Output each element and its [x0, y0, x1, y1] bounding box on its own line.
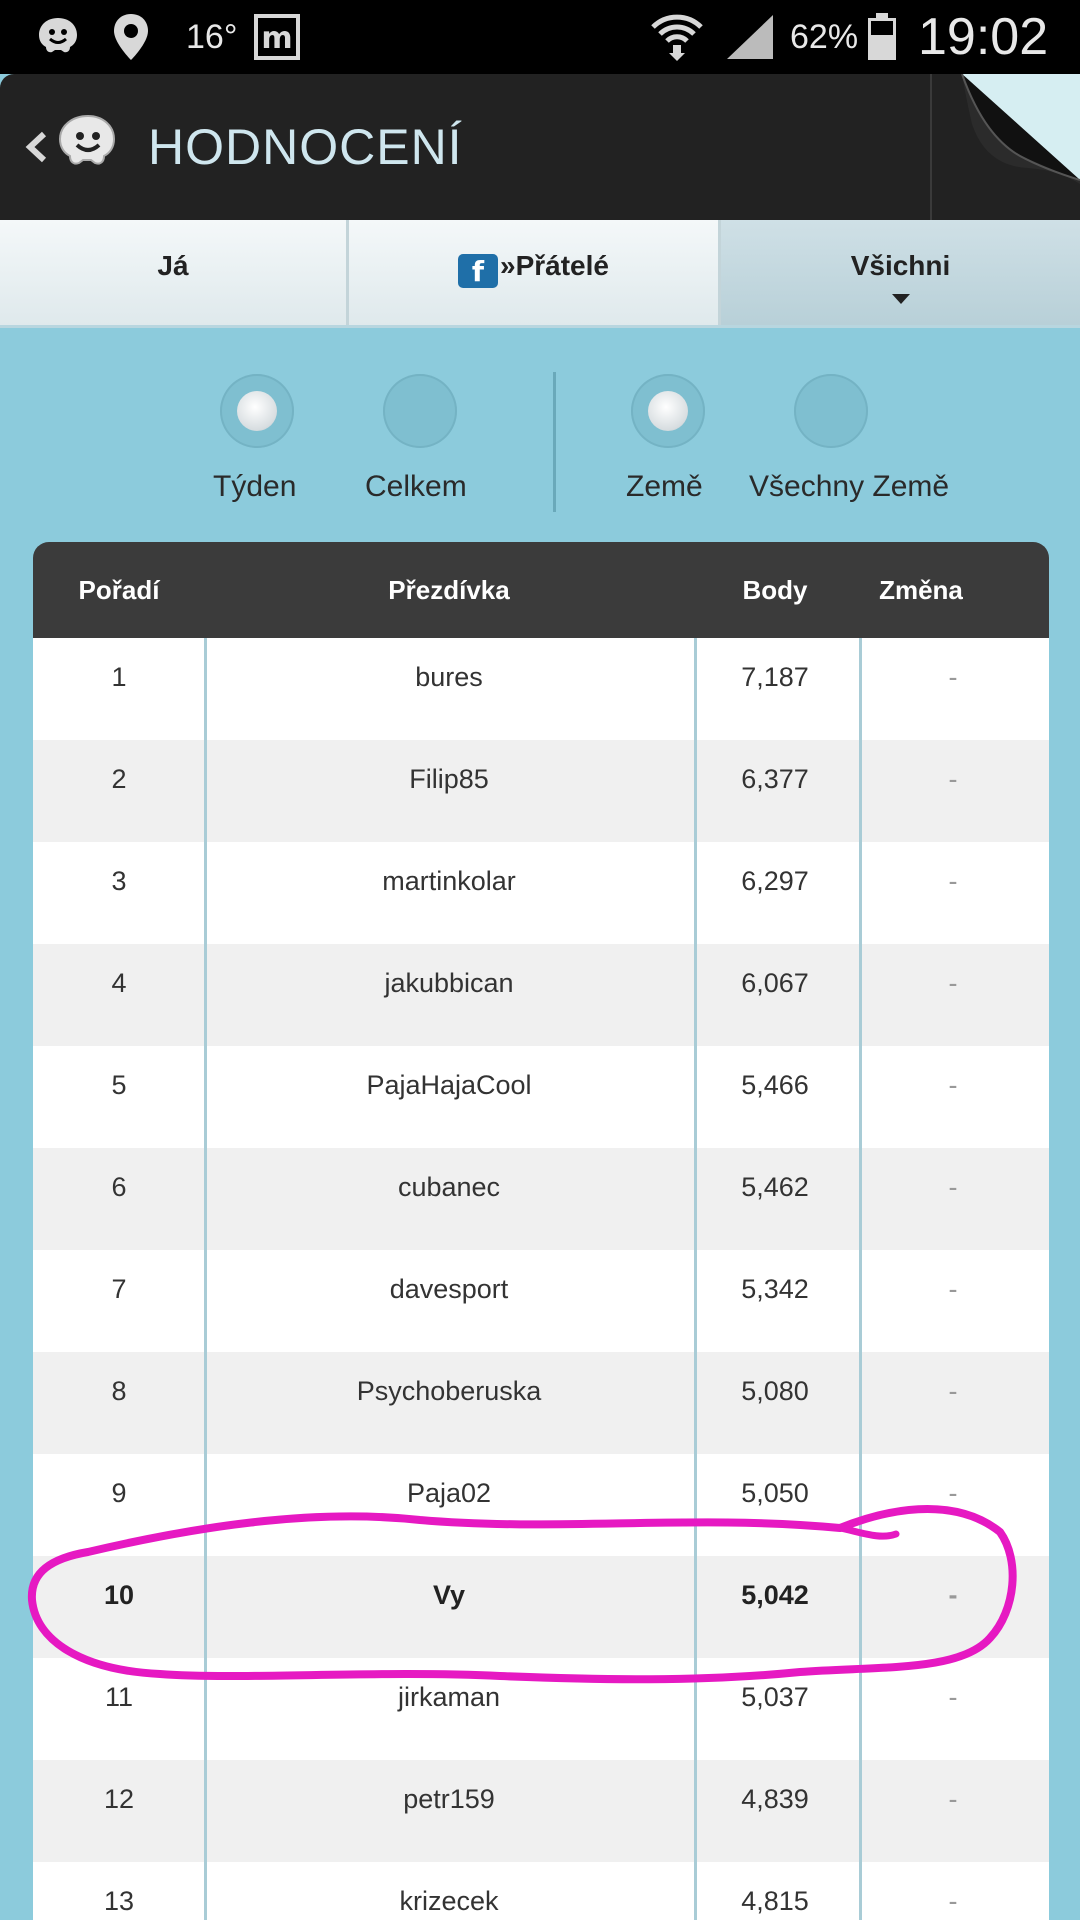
nickname-cell: jirkaman: [397, 1681, 501, 1712]
nickname-cell: petr159: [403, 1783, 495, 1814]
change-cell: -: [948, 1885, 958, 1916]
svg-text:m: m: [261, 21, 293, 56]
column-header-points: Body: [742, 574, 808, 605]
points-cell: 5,462: [741, 1171, 809, 1202]
points-cell: 5,050: [741, 1477, 809, 1508]
nickname-cell: cubanec: [397, 1171, 501, 1202]
points-cell: 5,466: [741, 1069, 809, 1100]
tab-friends-label: »Přátelé: [500, 250, 609, 281]
change-cell: -: [948, 865, 958, 896]
column-divider: [694, 638, 697, 1920]
signal-icon: [722, 12, 776, 62]
rank-cell: 2: [111, 763, 127, 794]
radio-country[interactable]: [631, 374, 705, 448]
radio-week-label: Týden: [213, 470, 297, 503]
rank-cell: 3: [111, 865, 127, 896]
radio-all-countries-label: Všechny Země: [749, 470, 950, 503]
radio-total[interactable]: [383, 374, 457, 448]
nickname-cell: krizecek: [399, 1885, 499, 1916]
page-title: HODNOCENÍ: [148, 119, 463, 175]
tab-all-label: Všichni: [850, 250, 951, 281]
leaderboard-tabs: [0, 220, 1080, 328]
table-row[interactable]: [33, 1352, 1049, 1454]
table-row[interactable]: [33, 1862, 1049, 1920]
points-cell: 5,080: [741, 1375, 809, 1406]
dropdown-arrow-icon: [892, 294, 910, 304]
leaderboard-table: [33, 542, 1049, 1920]
radio-country-label: Země: [626, 470, 703, 503]
tab-me-label: Já: [157, 250, 189, 281]
change-cell: -: [948, 1375, 958, 1406]
points-cell: 5,042: [741, 1579, 809, 1610]
table-row[interactable]: [33, 944, 1049, 1046]
rank-cell: 11: [104, 1681, 134, 1712]
points-cell: 6,377: [741, 763, 809, 794]
back-button[interactable]: [22, 122, 48, 177]
temperature-label: 16°: [186, 17, 238, 56]
points-cell: 6,297: [741, 865, 809, 896]
nickname-cell: martinkolar: [382, 865, 516, 896]
tab-all[interactable]: [721, 220, 1080, 325]
rank-cell: 13: [103, 1885, 135, 1916]
rank-cell: 5: [111, 1069, 127, 1100]
waze-icon: [30, 12, 86, 62]
table-row[interactable]: [33, 1250, 1049, 1352]
rank-cell: 12: [103, 1783, 135, 1814]
battery-icon: [862, 12, 902, 62]
tab-me[interactable]: [0, 220, 349, 325]
rank-cell: 9: [111, 1477, 127, 1508]
wifi-icon: [648, 12, 706, 62]
column-header-rank: Pořadí: [78, 574, 160, 605]
change-cell: -: [948, 1783, 958, 1814]
rank-cell: 1: [111, 661, 127, 692]
table-row[interactable]: [33, 1556, 1049, 1658]
radio-all-countries[interactable]: [794, 374, 868, 448]
table-row[interactable]: [33, 1454, 1049, 1556]
page-curl-icon[interactable]: [930, 74, 1080, 220]
points-cell: 5,037: [741, 1681, 809, 1712]
facebook-icon: f: [458, 254, 498, 288]
waze-logo-icon[interactable]: [52, 110, 122, 185]
nickname-cell: bures: [415, 661, 483, 692]
column-header-change: Změna: [879, 574, 963, 605]
change-cell: -: [948, 1681, 958, 1712]
rank-cell: 6: [111, 1171, 127, 1202]
nickname-cell: Psychoberuska: [356, 1375, 542, 1406]
nickname-cell: jakubbican: [384, 967, 514, 998]
app-header: [0, 74, 1080, 220]
nickname-cell: davesport: [389, 1273, 509, 1304]
column-header-nickname: Přezdívka: [388, 574, 510, 605]
tab-friends[interactable]: [349, 220, 721, 325]
location-pin-icon: [106, 12, 156, 62]
change-cell: -: [948, 763, 958, 794]
battery-label: 62%: [790, 17, 859, 56]
table-row[interactable]: [33, 1658, 1049, 1760]
nickname-cell: PajaHajaCool: [366, 1069, 532, 1100]
rank-cell: 7: [111, 1273, 127, 1304]
radio-selected-dot: [237, 391, 277, 431]
radio-selected-dot: [648, 391, 688, 431]
change-cell: -: [948, 1273, 958, 1304]
nickname-cell: Vy: [432, 1579, 466, 1610]
column-divider: [204, 638, 207, 1920]
status-bar: [0, 0, 1080, 74]
table-row[interactable]: [33, 842, 1049, 944]
points-cell: 7,187: [741, 661, 809, 692]
radio-week[interactable]: [220, 374, 294, 448]
change-cell: -: [948, 1579, 958, 1610]
change-cell: -: [948, 1069, 958, 1100]
points-cell: 4,815: [741, 1885, 809, 1916]
points-cell: 6,067: [741, 967, 809, 998]
rank-cell: 10: [103, 1579, 135, 1610]
change-cell: -: [948, 661, 958, 692]
table-row[interactable]: [33, 638, 1049, 740]
clock: 19:02: [918, 8, 1049, 66]
filter-divider: [553, 372, 556, 512]
table-header: [33, 542, 1049, 638]
nickname-cell: Filip85: [409, 763, 489, 794]
radio-total-label: Celkem: [365, 470, 467, 503]
table-body: [33, 638, 1049, 1920]
points-cell: 5,342: [741, 1273, 809, 1304]
table-row[interactable]: [33, 740, 1049, 842]
nickname-cell: Paja02: [406, 1477, 492, 1508]
m-icon: [252, 12, 302, 62]
column-divider: [859, 638, 862, 1920]
change-cell: -: [948, 967, 958, 998]
table-row[interactable]: [33, 1148, 1049, 1250]
change-cell: -: [948, 1477, 958, 1508]
table-row[interactable]: [33, 1046, 1049, 1148]
table-row[interactable]: [33, 1760, 1049, 1862]
change-cell: -: [948, 1171, 958, 1202]
points-cell: 4,839: [741, 1783, 809, 1814]
rank-cell: 8: [111, 1375, 127, 1406]
rank-cell: 4: [111, 967, 127, 998]
